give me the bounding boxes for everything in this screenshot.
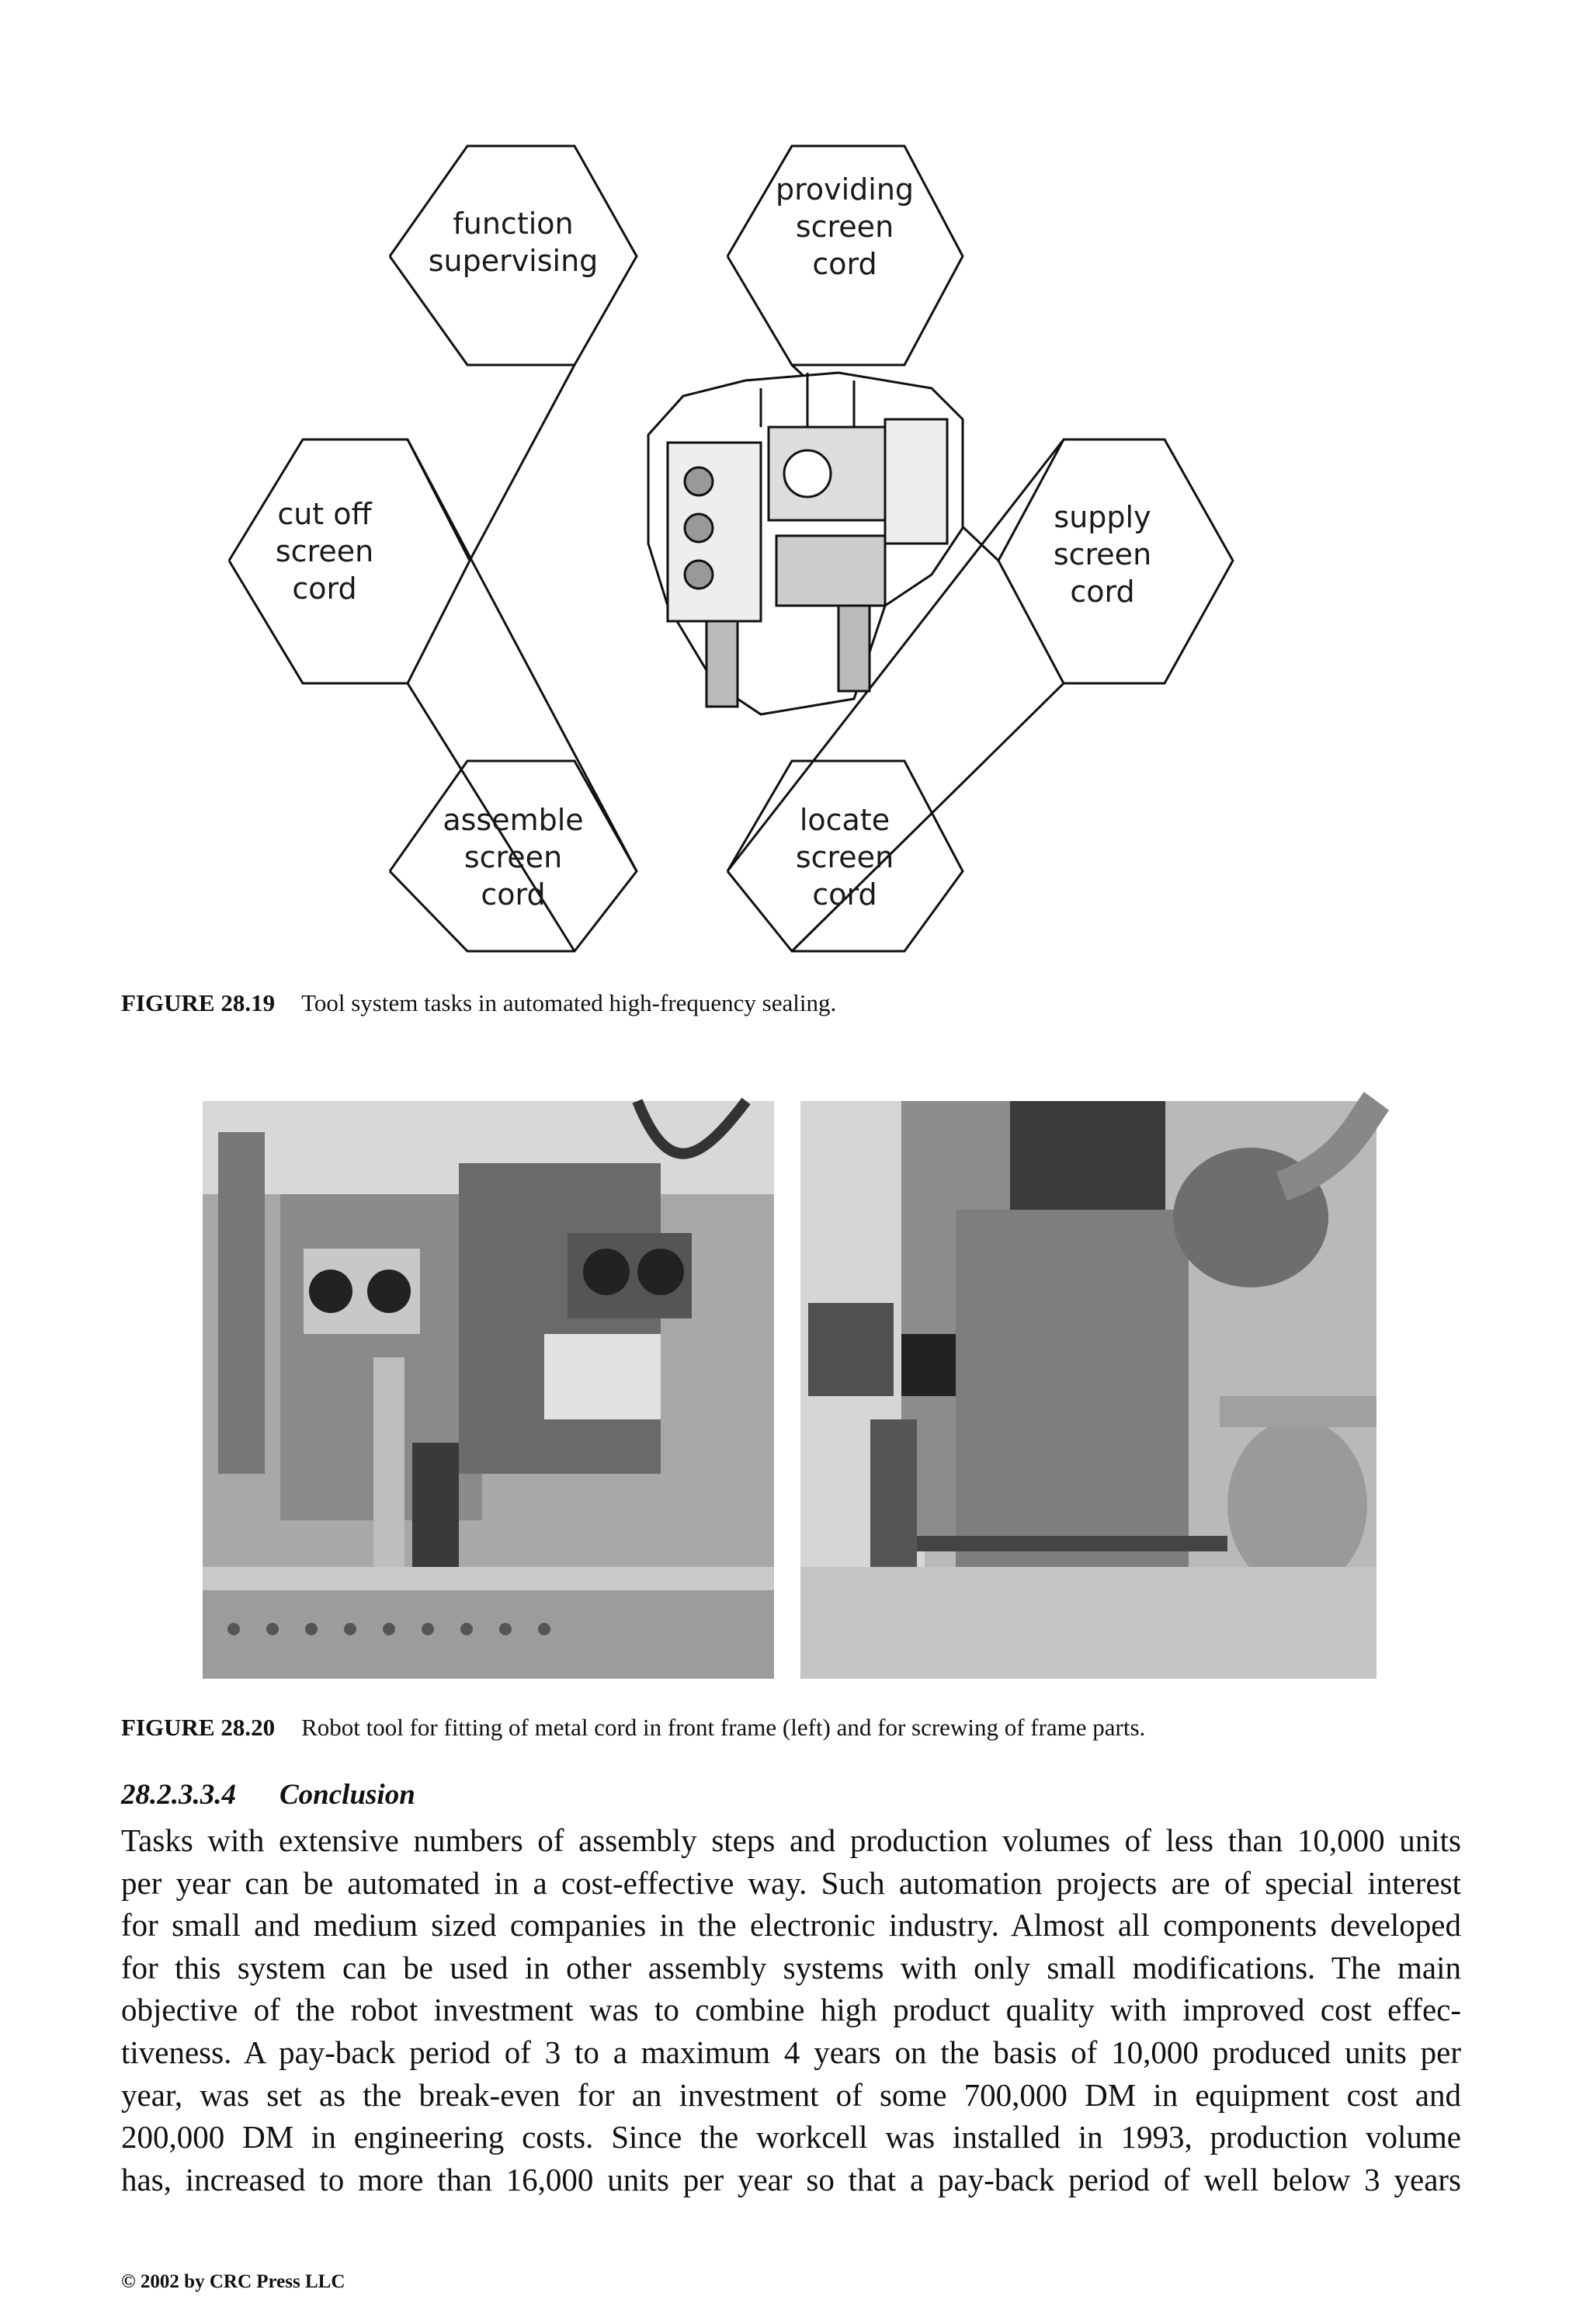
hex-label-assemble-screen-cord: assemble: [443, 803, 584, 837]
hex-label-locate-screen-cord: locate: [799, 803, 890, 837]
figure-28-20-caption: [121, 1714, 1145, 1742]
hex-label-assemble-screen-cord: screen: [463, 840, 563, 874]
body-line: year, was set as the break-even for an investment of some 700,000 DM in equipment cost and: [121, 2076, 1461, 2113]
body-line: objective of the robot investment was to combine high product quality with improved cost effec-: [121, 1992, 1461, 2028]
hex-label-providing-screen-cord: cord: [812, 247, 877, 281]
robot-tool-photo-left: [203, 1101, 774, 1679]
body-line: Tasks with extensive numbers of assembly steps and production volumes of less than 10,000 units: [121, 1822, 1461, 1858]
tool-system-tasks-diagram: [275, 140, 1258, 955]
robot-tool-photo-right: [800, 1101, 1376, 1679]
hex-label-providing-screen-cord: screen: [795, 210, 894, 244]
hex-label-cut-off-screen-cord: cut off: [277, 497, 372, 531]
section-heading: [121, 1778, 415, 1812]
body-line: has, increased to more than 16,000 units per year so that a pay-back period of well below 3 years: [121, 2161, 1461, 2197]
body-line: for this system can be used in other assembly systems with only small modifications. The main: [121, 1949, 1461, 1985]
hex-label-supply-screen-cord: screen: [1053, 537, 1152, 571]
hex-label-providing-screen-cord: providing: [775, 172, 915, 207]
body-line: tiveness. A pay-back period of 3 to a maximum 4 years on the basis of 10,000 produced units per: [121, 2034, 1461, 2070]
body-line: 200,000 DM in engineering costs. Since the workcell was installed in 1993, production volume: [121, 2119, 1461, 2156]
figure-28-19-caption: [121, 989, 836, 1017]
hex-label-supply-screen-cord: supply: [1054, 500, 1151, 534]
hex-label-supply-screen-cord: cord: [1070, 575, 1135, 609]
section-title: Conclusion: [279, 1779, 415, 1811]
body-line: per year can be automated in a cost-effective way. Such automation projects are of special interest: [121, 1864, 1461, 1901]
body-paragraph: [121, 1819, 1461, 2201]
figure-label: FIGURE 28.19: [121, 989, 276, 1016]
hex-label-cut-off-screen-cord: screen: [275, 534, 374, 568]
section-number: 28.2.3.3.4: [121, 1779, 236, 1811]
hex-label-function-supervising: supervising: [428, 244, 599, 278]
figure-label: FIGURE 28.20: [121, 1714, 276, 1741]
figure-caption-text: Robot tool for fitting of metal cord in front frame (left) and for screwing of frame parts.: [301, 1714, 1146, 1741]
hex-label-function-supervising: function: [453, 207, 574, 241]
hex-label-locate-screen-cord: cord: [812, 877, 877, 912]
body-line: for small and medium sized companies in the electronic industry. Almost all components developed: [121, 1907, 1461, 1944]
hex-label-assemble-screen-cord: cord: [481, 877, 546, 912]
figure-caption-text: Tool system tasks in automated high-frequency sealing.: [301, 989, 837, 1016]
hex-label-locate-screen-cord: screen: [795, 840, 894, 874]
robot-tool-drawing: [648, 373, 963, 714]
copyright-footer: © 2002 by CRC Press LLC: [121, 2271, 345, 2292]
hex-label-cut-off-screen-cord: cord: [292, 571, 357, 606]
